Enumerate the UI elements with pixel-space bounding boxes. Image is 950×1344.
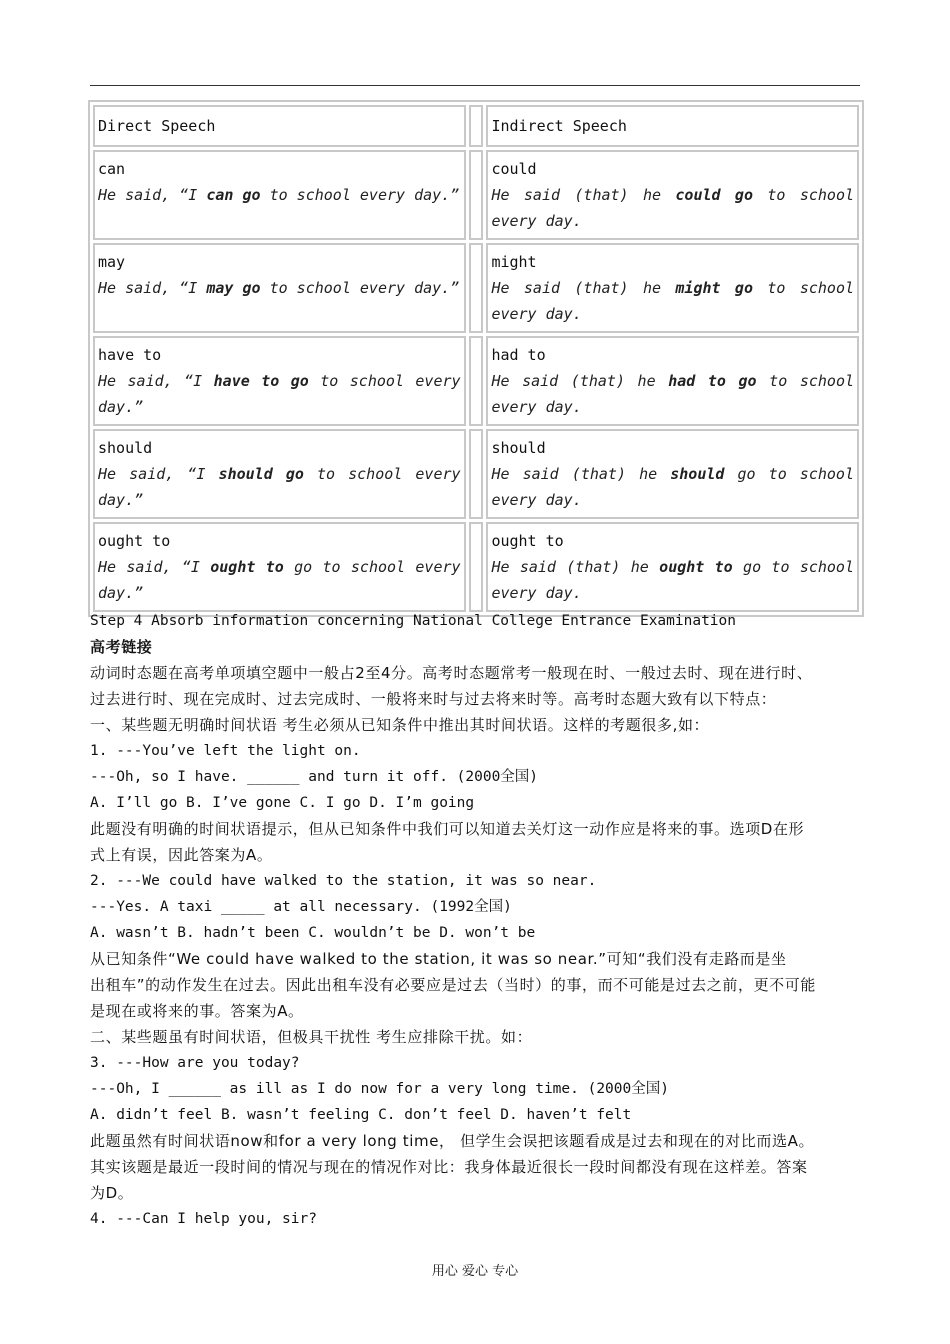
document-body	[90, 608, 862, 1232]
speech-table	[88, 100, 864, 617]
direct-cell	[93, 522, 466, 612]
indirect-cell	[486, 522, 859, 612]
paragraph-line: 从已知条件“We could have walked to the station, it was so near.”可知“我们没有走路而是坐	[90, 950, 787, 968]
header-direct: Direct Speech	[93, 105, 466, 147]
paragraph-line: 此题虽然有时间状语now和for a very long time， 但学生会误把该题看成是过去和现在的对比而选A。	[90, 1132, 815, 1150]
page-footer: 用心 爱心 专心	[431, 1264, 519, 1279]
paragraph-line: 其实该题是最近一段时间的情况与现在的情况作对比：我身体最近很长一段时间都没有现在这样差。答案	[90, 1158, 808, 1176]
column-gap	[469, 336, 484, 426]
column-gap	[469, 105, 484, 147]
indirect-example: He said (that) he might go to school every day.	[491, 279, 855, 323]
indirect-example: He said (that) he ought to go to school every day.	[491, 558, 854, 602]
direct-word: may	[98, 253, 126, 271]
question-line: 2. ---We could have walked to the station, it was so near.	[90, 873, 597, 889]
section-title: 高考链接	[90, 638, 153, 656]
header-indirect: Indirect Speech	[486, 105, 859, 147]
paragraph-line: 动词时态题在高考单项填空题中一般占2至4分。高考时态题常考一般现在时、一般过去时、现在进行时、	[90, 664, 813, 682]
options-line: A. wasn’t B. hadn’t been C. wouldn’t be D. won’t be	[90, 925, 536, 941]
paragraph-line: 过去进行时、现在完成时、过去完成时、一般将来时与过去将来时等。高考时态题大致有以下特点：	[90, 690, 777, 708]
direct-word: have to	[98, 346, 162, 364]
indirect-word: ought to	[491, 532, 564, 550]
direct-cell	[93, 336, 466, 426]
direct-example: He said, “I can go to school every day.”	[98, 186, 460, 204]
indirect-example: He said (that) he had to go to school every day.	[491, 372, 855, 416]
table-row	[93, 522, 859, 612]
indirect-word: might	[491, 253, 537, 271]
table-row	[93, 429, 859, 519]
paragraph-line: 此题没有明确的时间状语提示，但从已知条件中我们可以知道去关灯这一动作应是将来的事。选项D在形	[90, 820, 805, 838]
direct-cell	[93, 150, 466, 240]
indirect-cell	[486, 150, 859, 240]
indirect-word: should	[491, 439, 546, 457]
paragraph-line: 为D。	[90, 1184, 134, 1202]
question-line: 3. ---How are you today?	[90, 1055, 300, 1071]
table-header-row	[93, 105, 859, 147]
table-row	[93, 150, 859, 240]
column-gap	[469, 150, 484, 240]
column-gap	[469, 429, 484, 519]
paragraph-line: 出租车”的动作发生在过去。因此出租车没有必要应是过去（当时）的事，而不可能是过去之前，更不可能	[90, 976, 816, 994]
direct-word: can	[98, 160, 126, 178]
top-rule	[90, 85, 860, 86]
indirect-example: He said (that) he should go to school every day.	[491, 465, 854, 509]
indirect-cell	[486, 336, 859, 426]
paragraph-line: 一、某些题无明确时间状语 考生必须从已知条件中推出其时间状语。这样的考题很多,如：	[90, 716, 710, 734]
indirect-cell	[486, 429, 859, 519]
indirect-example: He said (that) he could go to school every day.	[491, 186, 855, 230]
direct-cell	[93, 429, 466, 519]
paragraph-line: 是现在或将来的事。答案为A。	[90, 1002, 304, 1020]
direct-example: He said, “I have to go to school every day.”	[98, 372, 461, 416]
paragraph-line: 式上有误，因此答案为A。	[90, 846, 273, 864]
direct-word: should	[98, 439, 153, 457]
direct-word: ought to	[98, 532, 171, 550]
indirect-word: had to	[491, 346, 546, 364]
table-row	[93, 336, 859, 426]
direct-example: He said, “I ought to go to school every day.”	[98, 558, 461, 602]
question-line: ---Yes. A taxi _____ at all necessary. (1992全国)	[90, 899, 512, 915]
question-line: 1. ---You’ve left the light on.	[90, 743, 361, 759]
paragraph-line: 二、某些题虽有时间状语，但极具干扰性 考生应排除干扰。如：	[90, 1028, 533, 1046]
options-line: A. didn’t feel B. wasn’t feeling C. don’t feel D. haven’t felt	[90, 1107, 632, 1123]
column-gap	[469, 522, 484, 612]
question-line: ---Oh, I ______ as ill as I do now for a very long time. (2000全国)	[90, 1081, 669, 1097]
indirect-word: could	[491, 160, 537, 178]
column-gap	[469, 243, 484, 333]
question-line: 4. ---Can I help you, sir?	[90, 1211, 317, 1227]
question-line: ---Oh, so I have. ______ and turn it off. (2000全国)	[90, 769, 539, 785]
direct-cell	[93, 243, 466, 333]
step-heading: Step 4 Absorb information concerning National College Entrance Examination	[90, 613, 737, 629]
direct-example: He said, “I may go to school every day.”	[98, 279, 460, 297]
indirect-cell	[486, 243, 859, 333]
options-line: A. I’ll go B. I’ve gone C. I go D. I’m going	[90, 795, 475, 811]
table-row	[93, 243, 859, 333]
direct-example: He said, “I should go to school every day.”	[98, 465, 461, 509]
